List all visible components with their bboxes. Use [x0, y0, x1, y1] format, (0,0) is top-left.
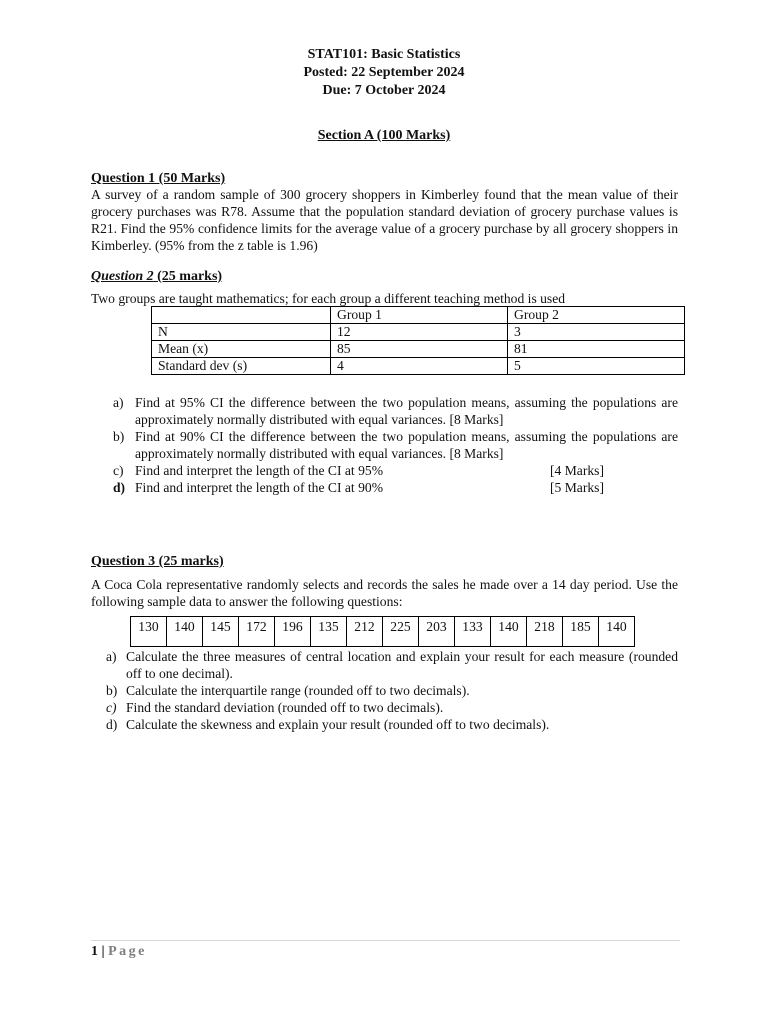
item-marks: [4 Marks] — [550, 463, 604, 478]
item-label: c) — [106, 700, 117, 715]
item-marks: [5 Marks] — [550, 480, 604, 495]
item-text: Find the standard deviation (rounded off to two decimals). — [126, 700, 444, 715]
item-text: Calculate the three measures of central location and explain your result for each measure (rounded off to one decimal). — [126, 649, 678, 681]
table-cell: N — [152, 324, 331, 341]
item-label: c) — [113, 463, 124, 478]
sales-data-table — [130, 616, 635, 647]
question-1-text: A survey of a random sample of 300 grocery shoppers in Kimberley found that the mean value of their grocery purchases was R78. Assume that the population standard deviation of grocery purchase values is R21. Find the 95% confidence limits for the average value of a grocery purchase by all grocery shoppers in Kimberley. (95% from the z table is 1.96) — [91, 187, 678, 253]
sales-cell: 225 — [383, 617, 419, 647]
list-item — [113, 479, 678, 496]
sales-cell: 140 — [599, 617, 635, 647]
question-2-marks: (25 marks) — [157, 269, 223, 284]
list-item — [106, 699, 678, 716]
question-3-heading: Question 3 (25 marks) — [91, 554, 224, 569]
table-cell: 4 — [331, 358, 508, 375]
footer-divider — [91, 940, 680, 941]
posted-date: Posted: 22 September 2024 — [303, 65, 465, 80]
list-item — [106, 716, 678, 733]
groups-table — [151, 306, 685, 375]
sales-cell: 140 — [167, 617, 203, 647]
question-2-intro: Two groups are taught mathematics; for each group a different teaching method is used — [91, 291, 566, 306]
sales-cell: 196 — [275, 617, 311, 647]
table-cell: Mean (x) — [152, 341, 331, 358]
sales-cell: 130 — [131, 617, 167, 647]
table-header-cell — [152, 307, 331, 324]
table-row — [152, 358, 685, 375]
table-cell: 81 — [508, 341, 685, 358]
table-cell: 5 — [508, 358, 685, 375]
page-separator: | — [98, 944, 109, 959]
sales-cell: 218 — [527, 617, 563, 647]
list-item — [106, 682, 678, 699]
sales-cell: 203 — [419, 617, 455, 647]
page-number: 1 — [91, 944, 98, 959]
section-a-title: Section A (100 Marks) — [317, 128, 451, 143]
table-row — [152, 341, 685, 358]
table-header-cell: Group 1 — [331, 307, 508, 324]
item-label: d) — [113, 480, 126, 495]
sales-cell: 212 — [347, 617, 383, 647]
question-2-label: Question 2 — [91, 269, 154, 284]
item-label: d) — [106, 717, 118, 732]
table-row — [131, 617, 635, 647]
table-cell: Standard dev (s) — [152, 358, 331, 375]
sales-cell: 145 — [203, 617, 239, 647]
due-date: Due: 7 October 2024 — [322, 83, 446, 98]
question-3-parts — [106, 648, 678, 733]
item-text: Find at 90% CI the difference between the two population means, assuming the populations are approximately normally distributed with equal variances. [8 Marks] — [135, 429, 678, 461]
item-text: Calculate the interquartile range (rounded off to two decimals). — [126, 683, 470, 698]
item-label: b) — [106, 683, 118, 698]
item-label: a) — [106, 649, 117, 664]
item-label: a) — [113, 395, 124, 410]
list-item — [106, 648, 678, 682]
item-text: Find and interpret the length of the CI at 95% — [135, 463, 384, 478]
sales-cell: 133 — [455, 617, 491, 647]
sales-cell: 185 — [563, 617, 599, 647]
table-row — [152, 324, 685, 341]
page-footer — [91, 943, 147, 960]
item-label: b) — [113, 429, 125, 444]
sales-cell: 135 — [311, 617, 347, 647]
list-item — [113, 428, 678, 462]
question-3-intro: A Coca Cola representative randomly selects and records the sales he made over a 14 day period. Use the following sample data to answer the following questions: — [91, 577, 678, 609]
list-item — [113, 394, 678, 428]
page-word: Page — [108, 944, 147, 959]
table-header-cell: Group 2 — [508, 307, 685, 324]
sales-cell: 140 — [491, 617, 527, 647]
item-text: Calculate the skewness and explain your result (rounded off to two decimals). — [126, 717, 550, 732]
course-title: STAT101: Basic Statistics — [307, 47, 461, 62]
table-cell: 12 — [331, 324, 508, 341]
question-2-heading — [91, 268, 222, 285]
table-cell: 85 — [331, 341, 508, 358]
item-text: Find at 95% CI the difference between the two population means, assuming the populations are approximately normally distributed with equal variances. [8 Marks] — [135, 395, 678, 427]
list-item — [113, 462, 678, 479]
sales-cell: 172 — [239, 617, 275, 647]
table-cell: 3 — [508, 324, 685, 341]
question-1-heading: Question 1 (50 Marks) — [91, 171, 226, 186]
document-header — [0, 46, 768, 100]
table-header-row — [152, 307, 685, 324]
item-text: Find and interpret the length of the CI at 90% — [135, 480, 384, 495]
question-2-parts — [113, 394, 678, 496]
